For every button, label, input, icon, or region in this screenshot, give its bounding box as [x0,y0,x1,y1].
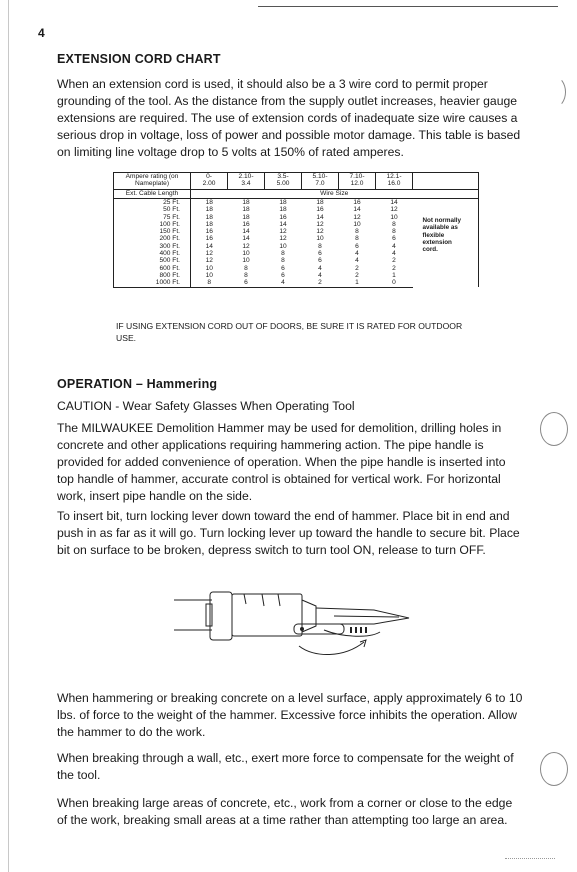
wire-size-cell: 10 [316,235,324,243]
cable-length-cell: 200 Ft. [114,235,191,242]
cable-length-cell: 150 Ft. [114,228,191,235]
wire-size-cell: 4 [392,250,396,258]
cable-length-cell: 300 Ft. [114,243,191,250]
ampere-col: 12.1- 16.0 [376,173,413,190]
wire-size-cell: 18 [279,199,287,206]
wire-size-cell: 6 [281,271,285,279]
wire-size-cell: 8 [355,235,359,243]
wire-size-cell: 16 [205,228,213,236]
caution-text: CAUTION - Wear Safety Glasses When Operating Tool [57,399,355,413]
table-row [114,199,479,207]
wire-size-cell: 4 [355,257,359,265]
wire-size-cell: 0 [376,279,413,287]
wire-size-cell: 18 [242,199,250,206]
wire-size-cell: 2 [302,279,339,287]
extension-cord-table [113,172,479,288]
wire-size-cell: 10 [242,250,250,258]
wire-size-cell: 12 [316,220,324,228]
bottom-mark [505,858,555,859]
wire-size-cell: 16 [353,199,361,206]
wire-size-cell: 2 [392,264,396,272]
wire-size-cell: 18 [242,206,250,214]
operation-heading: OPERATION – Hammering [57,377,218,391]
binder-hole-mark [542,76,566,108]
top-rule [258,6,558,7]
wire-size-cell: 8 [244,271,248,279]
cable-length-cell: 100 Ft. [114,221,191,228]
wire-size-cell: 12 [279,228,287,236]
ampere-col: 0- 2.00 [191,173,228,190]
wire-size-cell: 16 [205,235,213,243]
wire-size-cell: 18 [279,206,287,214]
wire-size-cell: 8 [318,242,322,250]
wire-size-cell: 18 [205,220,213,228]
wire-size-cell: 10 [390,213,398,221]
wire-size-cell: 14 [242,235,250,243]
wire-size-cell: 8 [244,264,248,272]
cable-length-cell: 25 Ft. [114,199,191,207]
cable-length-cell: 600 Ft. [114,265,191,272]
wire-size-cell: 2 [355,264,359,272]
wire-size-cell: 12 [205,250,213,258]
wire-size-cell: 4 [355,250,359,258]
wire-size-cell: 10 [205,271,213,279]
binder-hole-mark [540,752,568,786]
cable-length-cell: 1000 Ft. [114,279,191,287]
wire-size-cell: 6 [355,242,359,250]
operation-paragraph-3: When hammering or breaking concrete on a level surface, apply approximately 6 to 10 lbs. of force to the weight of the hammer. Excessive force inhibits the operation. Allow the hammer to do the work. [57,691,523,739]
header-spacer [413,173,479,190]
wire-size-cell: 16 [242,220,250,228]
wire-size-cell: 14 [353,206,361,214]
ampere-col: 5.10- 7.0 [302,173,339,190]
cable-length-cell: 500 Ft. [114,257,191,264]
wire-size-cell: 18 [205,213,213,221]
wire-size-cell: 12 [279,235,287,243]
wire-size-label: Wire Size [191,190,479,199]
wire-size-cell: 10 [205,264,213,272]
wire-size-cell: 8 [355,228,359,236]
ampere-col: 2.10- 3.4 [228,173,265,190]
wire-size-cell: 12 [316,228,324,236]
wire-size-cell: 2 [392,257,396,265]
wire-size-cell: 8 [281,257,285,265]
cable-length-cell: 800 Ft. [114,272,191,279]
wire-size-cell: 8 [392,228,396,236]
page-edge-line [8,0,9,872]
ampere-col: 3.5- 5.00 [265,173,302,190]
wire-size-cell: 6 [318,257,322,265]
ampere-rating-label: Ampere rating (on Nameplate) [114,173,191,190]
wire-size-cell: 12 [205,257,213,265]
wire-size-cell: 8 [392,220,396,228]
wire-size-cell: 10 [242,257,250,265]
wire-size-cell: 18 [316,199,324,206]
binder-hole-mark [540,412,568,446]
wire-size-cell: 14 [316,213,324,221]
wire-size-cell: 6 [281,264,285,272]
wire-size-cell: 8 [191,279,228,287]
demolition-hammer-illustration [174,590,414,660]
wire-size-cell: 6 [318,250,322,258]
extension-cord-heading: EXTENSION CORD CHART [57,52,221,66]
wire-size-cell: 2 [355,271,359,279]
wire-size-cell: 1 [392,271,396,279]
wire-size-cell: 4 [318,264,322,272]
not-available-note: Not normally available as flexible extension cord. [413,199,479,288]
wire-size-cell: 14 [242,228,250,236]
cable-length-cell: 50 Ft. [114,206,191,213]
wire-size-cell: 18 [205,206,213,214]
wire-size-cell: 6 [392,235,396,243]
wire-size-cell: 10 [279,242,287,250]
wire-size-cell: 1 [339,279,376,287]
ampere-col: 7.10- 12.0 [339,173,376,190]
wire-size-cell: 12 [242,242,250,250]
wire-size-cell: 18 [242,213,250,221]
wire-size-cell: 4 [392,242,396,250]
table-header-row [114,173,479,190]
wire-size-cell: 4 [318,271,322,279]
wire-size-cell: 8 [281,250,285,258]
operation-paragraph-4: When breaking through a wall, etc., exert more force to compensate for the weight of the tool. [57,751,514,782]
table-body [114,199,479,288]
wire-size-cell: 4 [265,279,302,287]
wire-size-cell: 14 [205,242,213,250]
wire-size-cell: 16 [279,213,287,221]
wire-size-cell: 14 [390,199,398,206]
wire-size-cell: 14 [279,220,287,228]
extension-cord-intro: When an extension cord is used, it should also be a 3 wire cord to permit proper grounding of the tool. As the distance from the supply outlet increases, heavier gauge extensions are required. The use of extension cords of inadequate size wire causes a serious drop in voltage, loss of power and possible motor damage. This table is based on limiting line voltage drop to 5 volts at 150% of rated amperes. [57,77,521,159]
page-number: 4 [38,26,45,40]
table-subheader-row [114,190,479,199]
cable-length-cell: 75 Ft. [114,214,191,221]
wire-size-cell: 10 [353,220,361,228]
operation-paragraph-1: The MILWAUKEE Demolition Hammer may be used for demolition, drilling holes in concrete and other applications requiring hammering action. The pipe handle is provided for added convenience of operation. When the pipe handle is inserted into top handle of hammer, accurate control is obtained for vertical work. For horizontal work, insert pipe handle on the side. [57,421,506,503]
wire-size-cell: 12 [390,206,398,214]
wire-size-cell: 16 [316,206,324,214]
operation-paragraph-2: To insert bit, turn locking lever down toward the end of hammer. Place bit in end and push in as far as it will go. Turn locking lever up toward the handle to secure bit. Place bit on surface to be broken, depress switch to turn tool ON, release to turn OFF. [57,509,520,557]
wire-size-cell: 18 [205,199,213,206]
wire-size-cell: 12 [353,213,361,221]
outdoor-use-note: IF USING EXTENSION CORD OUT OF DOORS, BE SURE IT IS RATED FOR OUTDOOR USE. [116,321,463,343]
cable-length-cell: 400 Ft. [114,250,191,257]
operation-paragraph-5: When breaking large areas of concrete, etc., work from a corner or close to the edge of the work, breaking small areas at a time rather than attempting too large an area. [57,796,513,827]
wire-size-cell: 6 [228,279,265,287]
cable-length-label: Ext. Cable Length [114,190,191,199]
